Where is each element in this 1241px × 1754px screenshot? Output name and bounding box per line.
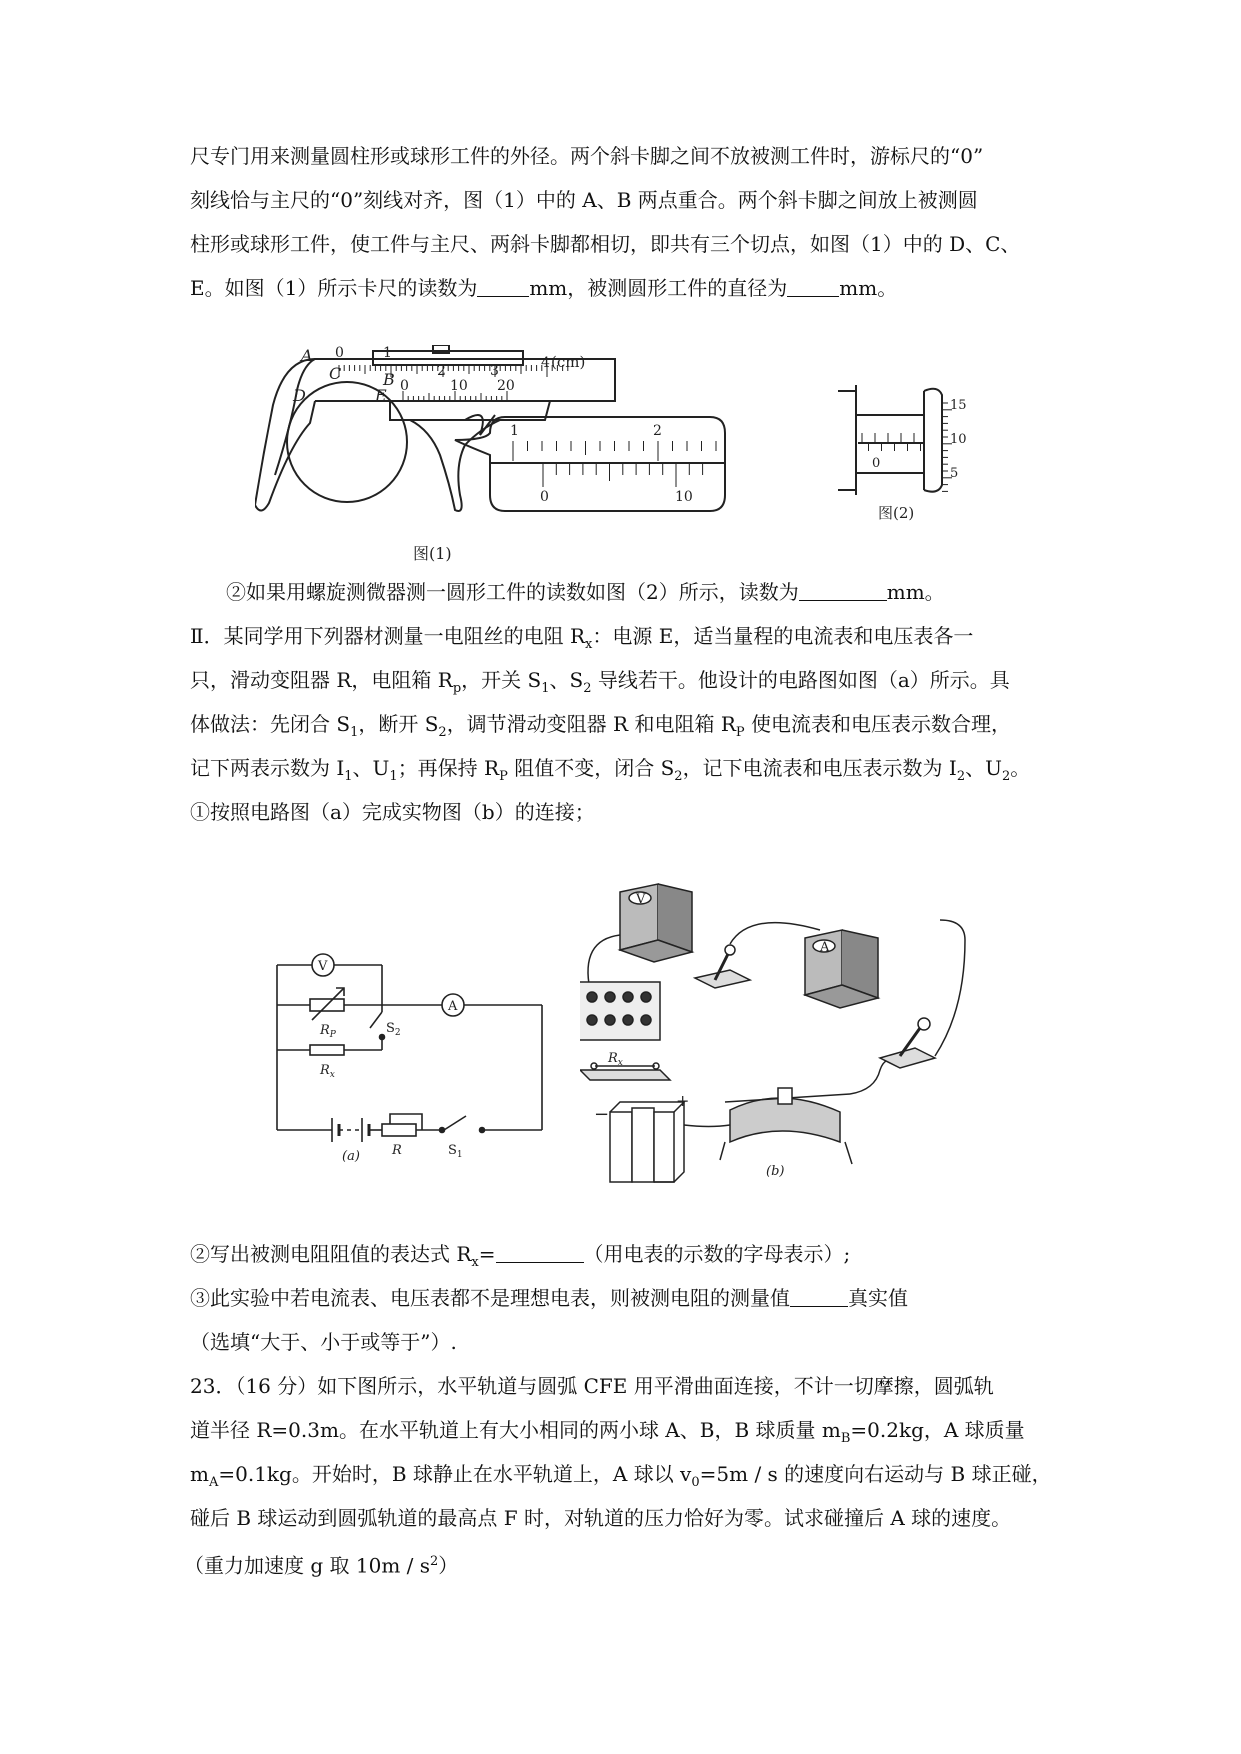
answer-blank[interactable] (799, 580, 887, 601)
point-label-a: A (301, 346, 313, 365)
answer-blank[interactable] (477, 276, 529, 297)
rx-label: $R_x$ (320, 1063, 335, 1080)
battery-minus-label: − (594, 1104, 610, 1125)
paragraph-line: $m_A=0.1kg$。开始时，B 球静止在水平轨道上，A 球以 $v_0=5m / s$ 的速度向右运动与 B 球正碰， (190, 1462, 1052, 1490)
zoom-scale-label: 10 (675, 489, 693, 505)
figure-caption: 图(2) (878, 504, 915, 522)
voltmeter-label: V (636, 892, 646, 907)
paragraph-line: ②如果用螺旋测微器测一圆形工件的读数如图（2）所示，读数为 mm。 (226, 580, 945, 604)
thimble-label: 5 (950, 466, 959, 481)
ammeter-label: A (448, 999, 458, 1014)
paragraph-line: 23．（16 分）如下图所示，水平轨道与圆弧 CFE 用平滑曲面连接，不计一切摩擦，圆弧轨 (190, 1374, 994, 1398)
answer-blank[interactable] (790, 1286, 848, 1307)
vernier-scale-label: 10 (450, 378, 468, 394)
main-scale-label: 3 (490, 363, 499, 379)
battery-plus-label: + (676, 1091, 690, 1110)
main-scale-label: 2 (437, 363, 446, 379)
unit-label: (cm) (551, 353, 586, 371)
rp-label: $R_P$ (320, 1023, 336, 1040)
point-label-c: C (329, 364, 342, 383)
thimble-label: 10 (950, 432, 967, 447)
apparatus-figure-b (580, 880, 1000, 1210)
ammeter-label: A (820, 940, 830, 955)
paragraph-line: （选填“大于、小于或等于”）. (190, 1330, 457, 1354)
figure-caption: 图(1) (413, 544, 452, 563)
paragraph-line: ②写出被测电阻阻值的表达式 $R_x=$ （用电表的示数的字母表示）; (190, 1242, 851, 1270)
main-scale-label: 1 (383, 345, 392, 361)
zoom-scale-label: 1 (510, 423, 519, 439)
figure-caption: (b) (766, 1164, 785, 1179)
sleeve-label: 0 (872, 456, 881, 471)
paragraph-line: 碰后 B 球运动到圆弧轨道的最高点 F 时，对轨道的压力恰好为零。试求碰撞后 A 球的速度。 (190, 1506, 1012, 1530)
s2-label: $S_2$ (386, 1021, 401, 1038)
main-scale-label: 4 (541, 355, 550, 371)
paragraph-line: Ⅱ．某同学用下列器材测量一电阻丝的电阻 $R_x$：电源 E，适当量程的电流表和电压表各一 (190, 624, 974, 652)
thimble-label: 15 (950, 398, 967, 413)
micrometer-figure (838, 385, 983, 525)
paragraph-line: （重力加速度 g 取 $10m / s^2$） (184, 1553, 459, 1578)
vernier-scale-label: 0 (400, 378, 409, 394)
paragraph-line: ③此实验中若电流表、电压表都不是理想电表，则被测电阻的测量值 真实值 (190, 1286, 908, 1310)
paragraph-line: E。如图（1）所示卡尺的读数为 mm，被测圆形工件的直径为 mm。 (190, 276, 898, 300)
caliper-figure (255, 345, 815, 570)
voltmeter-label: V (318, 959, 328, 974)
point-label-e: E (375, 386, 387, 405)
paragraph-line: 只，滑动变阻器 R，电阻箱 $R_p$，开关 $S_1$、$S_2$ 导线若干。他设计的电路图如图（a）所示。具 (190, 668, 1010, 696)
circuit-diagram-a (272, 940, 552, 1165)
s1-label: $S_1$ (448, 1143, 463, 1160)
main-scale-label: 0 (335, 345, 344, 361)
zoom-scale-label: 0 (540, 489, 549, 505)
paragraph-line: 记下两表示数为 $I_1$、$U_1$；再保持 $R_P$ 阻值不变，闭合 $S_2$，记下电流表和电压表示数为 $I_2$、$U_2$。 (190, 756, 1031, 784)
paragraph-line: ①按照电路图（a）完成实物图（b）的连接； (190, 800, 595, 824)
paragraph-line: 刻线恰与主尺的“0”刻线对齐，图（1）中的 A、B 两点重合。两个斜卡脚之间放上被测圆 (190, 188, 978, 212)
paragraph-line: 尺专门用来测量圆柱形或球形工件的外径。两个斜卡脚之间不放被测工件时，游标尺的“0” (190, 144, 984, 168)
figure-caption: (a) (342, 1149, 360, 1164)
answer-blank[interactable] (787, 276, 839, 297)
point-label-b: B (383, 370, 395, 389)
rx-label: $R_x$ (608, 1051, 623, 1068)
vernier-scale-label: 20 (497, 378, 515, 394)
zoom-scale-label: 2 (653, 423, 662, 439)
paragraph-line: 道半径 R=0.3m。在水平轨道上有大小相同的两小球 A、B，B 球质量 $m_B=0.2kg$，A 球质量 (190, 1418, 1025, 1446)
paragraph-line: 体做法：先闭合 $S_1$，断开 $S_2$，调节滑动变阻器 R 和电阻箱 $R_P$ 使电流表和电压表示数合理， (190, 712, 1011, 740)
r-label: R (392, 1143, 402, 1158)
answer-blank[interactable] (496, 1242, 584, 1263)
point-label-d: D (293, 386, 306, 405)
paragraph-line: 柱形或球形工件，使工件与主尺、两斜卡脚都相切，即共有三个切点，如图（1）中的 D、C、 (190, 232, 1021, 256)
